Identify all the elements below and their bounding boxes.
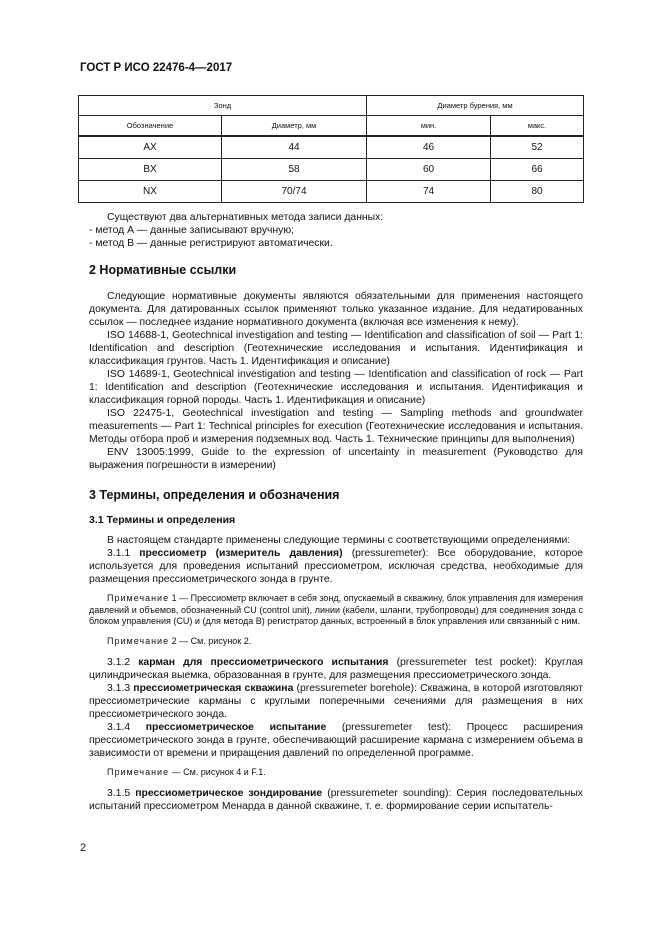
table-column-header: мин. bbox=[367, 116, 491, 137]
paragraph: Существуют два альтернативных метода записи данных: bbox=[107, 212, 384, 223]
reference-item: ISO 14688-1, Geotechnical investigation and testing — Identification and classification of soil — Part 1: Identification and description (Геотехнические исследования и испытания. Идентификация и классификация грунтов. Часть 1. Идентификация и описание) bbox=[89, 330, 583, 367]
term-body: (pressuremeter test): Процесс расширения прессиометрического зонда в грунте, обеспечивающий расширение кармана с измерением объема в зависимости от времени и приращения давлений по определенной программе. bbox=[89, 722, 583, 759]
term: прессиометрическая скважина bbox=[133, 683, 294, 694]
reference-item: ISO 22475-1, Geotechnical investigation and testing — Sampling methods and groundwater measurements — Part 1: Technical principles for execution (Геотехнические исследования и испытания. Методы отбора проб и измерения подземных вод. Часть 1. Технические принципы для выполнения) bbox=[89, 408, 583, 445]
term-body: (pressuremeter sounding): Серия последовательных испытаний прессиометром Менарда в данной скважине, т. е. формирование серии испытатель- bbox=[89, 787, 583, 812]
note-text: 1 — Прессиометр включает в себя зонд, опускаемый в скважину, блок управления для измерения давлений и объемов, обозначенный CU (control unit), линии (кабели, шланги, трубопроводы) для соединения зонда с блоком управления (CU) и (для метода B) регистратор данных, встроенный в блок управления или связанный с ним. bbox=[89, 593, 583, 626]
term-number: 3.1.1 bbox=[107, 548, 140, 559]
note bbox=[89, 593, 583, 628]
reference-item: ISO 14689-1, Geotechnical investigation and testing — Identification and classification of rock — Part 1: Identification and description (Геотехнические исследования и испытания. Идентификация и классификация горной породы. Часть 1. Идентификация и описание) bbox=[89, 369, 583, 406]
table-cell: 70/74 bbox=[222, 181, 367, 203]
note bbox=[89, 767, 583, 779]
term-number: 3.1.4 bbox=[107, 722, 146, 733]
probe-table bbox=[78, 95, 584, 203]
table-cell: NX bbox=[79, 181, 222, 203]
paragraph: Следующие нормативные документы являются обязательными для применения настоящего документа. Для датированных ссылок применяют только указанное издание. Для недатированных ссылок — последнее издание нормативного документа (включая все изменения к нему). bbox=[89, 291, 583, 328]
table-row bbox=[79, 181, 584, 203]
paragraph: В настоящем стандарте применены следующие термины с соответствующими определениями: bbox=[107, 535, 571, 546]
note-label: Примечание bbox=[107, 767, 170, 777]
table-column-header: макс. bbox=[491, 116, 584, 137]
table-cell: 58 bbox=[222, 159, 367, 181]
term-definition bbox=[89, 547, 583, 586]
section-heading: 2 Нормативные ссылки bbox=[89, 263, 237, 277]
term-definition bbox=[89, 721, 583, 760]
table-cell: 66 bbox=[491, 159, 584, 181]
list-item: - метод А — данные записывают вручную; bbox=[89, 225, 295, 236]
term-definition bbox=[89, 682, 583, 721]
term: прессиометрическое зондирование bbox=[135, 787, 323, 799]
table-group-header: Диаметр бурения, мм bbox=[367, 96, 584, 116]
note-text: — См. рисунок 4 и F.1. bbox=[169, 767, 266, 777]
note-label: Примечание bbox=[107, 635, 170, 646]
term-number: 3.1.5 bbox=[107, 787, 136, 799]
document-header: ГОСТ Р ИСО 22476-4—2017 bbox=[80, 62, 233, 74]
note-text: 2 — См. рисунок 2. bbox=[169, 635, 252, 646]
subsection-heading: 3.1 Термины и определения bbox=[89, 514, 236, 526]
table-cell: 44 bbox=[222, 136, 367, 159]
table-cell: 46 bbox=[367, 136, 491, 159]
page-number: 2 bbox=[80, 842, 87, 854]
term-number: 3.1.3 bbox=[107, 683, 134, 694]
term-definition bbox=[89, 787, 583, 813]
term: прессиометр (измеритель давления) bbox=[139, 548, 343, 559]
note bbox=[89, 636, 583, 648]
document-body bbox=[89, 211, 583, 813]
table-cell: 52 bbox=[491, 136, 584, 159]
term-body: (pressuremeter): Все оборудование, которое используется для проведения испытаний прессиометром, исключая средства, необходимые для размещения прессиометрического зонда в грунте. bbox=[89, 548, 584, 585]
table-cell: 74 bbox=[367, 181, 491, 203]
section-heading: 3 Термины, определения и обозначения bbox=[89, 488, 340, 502]
term-body: (pressuremeter test pocket): Круглая цилиндрическая выемка, образованная в грунте, для размещения прессиометрического зонда. bbox=[89, 657, 583, 681]
term-definition bbox=[89, 656, 583, 682]
table-row bbox=[79, 136, 584, 159]
table-column-header: Диаметр, мм bbox=[222, 116, 367, 137]
table-group-header: Зонд bbox=[79, 96, 367, 116]
table-cell: 80 bbox=[491, 181, 584, 203]
list-item: - метод В — данные регистрируют автоматически. bbox=[89, 238, 333, 249]
note-label: Примечание bbox=[107, 593, 170, 603]
table-cell: 60 bbox=[367, 159, 491, 181]
term: прессиометрическое испытание bbox=[145, 722, 327, 733]
table-cell: AX bbox=[79, 136, 222, 159]
table-row bbox=[79, 159, 584, 181]
term-body: (pressuremeter borehole): Скважина, в которой изготовляют прессиометрические карманы с круглыми поперечными сечениями для размещения в них прессиометрического зонда. bbox=[89, 683, 584, 720]
table-cell: BX bbox=[79, 159, 222, 181]
reference-item: ENV 13005:1999, Guide to the expression of uncertainty in measurement (Руководство для выражения погрешности в измерении) bbox=[89, 447, 583, 471]
term-number: 3.1.2 bbox=[107, 657, 139, 668]
table-column-header: Обозначение bbox=[79, 116, 222, 137]
term: карман для прессиометрического испытания bbox=[138, 657, 389, 668]
